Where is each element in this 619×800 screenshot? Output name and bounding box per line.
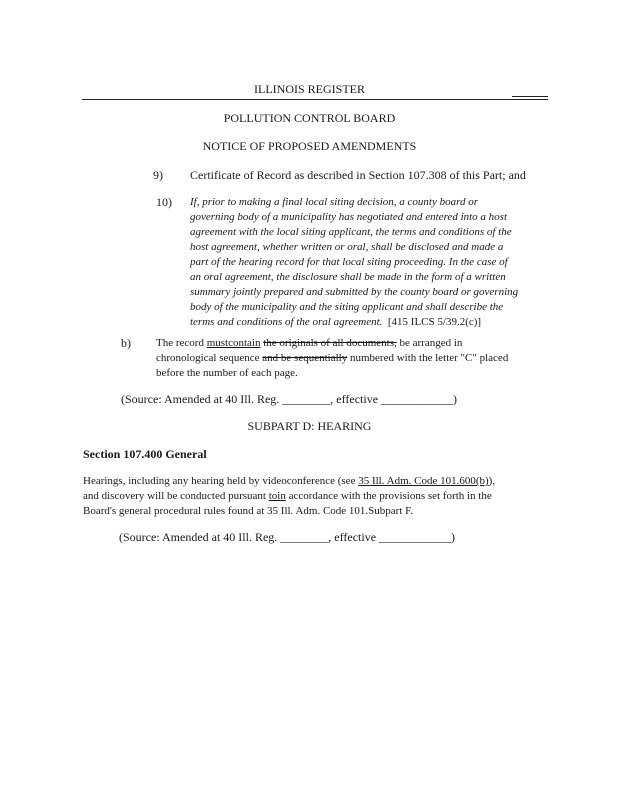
- board-title: POLLUTION CONTROL BOARD: [223, 111, 396, 125]
- source-note-1: (Source: Amended at 40 Ill. Reg. ________, effective ____________): [121, 392, 458, 406]
- deleted-text: and be sequentially: [262, 352, 348, 364]
- hearings-line-2: [83, 489, 553, 504]
- inserted-text: 35 Ill. Adm. Code 101.600(b): [358, 475, 489, 487]
- source-note-2: (Source: Amended at 40 Ill. Reg. ________, effective ____________): [119, 530, 456, 544]
- text-run: and discovery will be conducted pursuant: [83, 490, 269, 502]
- item-b-line-2: [156, 351, 556, 366]
- statute-citation: [415 ILCS 5/39.2(c)]: [387, 316, 482, 328]
- text-run: numbered with the letter "C" placed: [347, 352, 509, 364]
- item-10-line: body of the municipality and the siting applicant and shall describe the: [190, 301, 504, 313]
- item-10-line: summary jointly prepared and submitted by the county board or governing: [190, 286, 519, 298]
- item-10-line: governing body of a municipality has negotiated and entered into a host: [190, 211, 508, 223]
- item-10-line: If, prior to making a final local siting decision, a county board or: [190, 196, 479, 208]
- text-run: The record: [156, 337, 207, 349]
- item-9-label: 9): [153, 168, 163, 182]
- inserted-text: mustcontain: [206, 337, 261, 349]
- register-header: ILLINOIS REGISTER: [254, 82, 365, 96]
- subpart-heading: SUBPART D: HEARING: [247, 419, 372, 433]
- section-heading: Section 107.400 General: [83, 447, 207, 461]
- item-10-line: part of the hearing record for that local siting proceeding. In the case of: [190, 256, 508, 268]
- item-9-text: Certificate of Record as described in Section 107.308 of this Part; and: [190, 168, 526, 182]
- item-b-body: [156, 336, 556, 381]
- hearings-line-1: [83, 474, 553, 489]
- text-run: ),: [488, 475, 496, 487]
- item-10-label: 10): [156, 195, 172, 209]
- item-b-line-3: before the number of each page.: [156, 367, 298, 379]
- text-run: chronological sequence: [156, 352, 263, 364]
- text-run: be arranged in: [396, 337, 463, 349]
- header-rule-tail: [512, 96, 548, 97]
- item-10-line: terms and conditions of the oral agreement.: [190, 316, 383, 328]
- deleted-text: the originals of all documents,: [263, 337, 397, 349]
- inserted-text: toin: [268, 490, 286, 502]
- hearings-paragraph: [83, 474, 553, 519]
- item-10-line: agreement with the local siting applicant, the terms and conditions of the: [190, 226, 512, 238]
- text-run: accordance with the provisions set forth in the: [285, 490, 492, 502]
- header-rule: [82, 99, 548, 100]
- item-10-line: host agreement, whether written or oral, shall be disclosed and made a: [190, 241, 504, 253]
- item-b-label: b): [121, 336, 131, 350]
- item-b-line-1: [156, 336, 556, 351]
- item-10-line: an oral agreement, the disclosure shall be made in the form of a written: [190, 271, 506, 283]
- item-10-line-last: [190, 315, 555, 330]
- notice-title: NOTICE OF PROPOSED AMENDMENTS: [202, 139, 417, 153]
- item-10-body: [190, 195, 555, 330]
- hearings-line-3: Board's general procedural rules found at 35 Ill. Adm. Code 101.Subpart F.: [83, 505, 414, 517]
- text-run: Hearings, including any hearing held by videoconference (see: [83, 475, 359, 487]
